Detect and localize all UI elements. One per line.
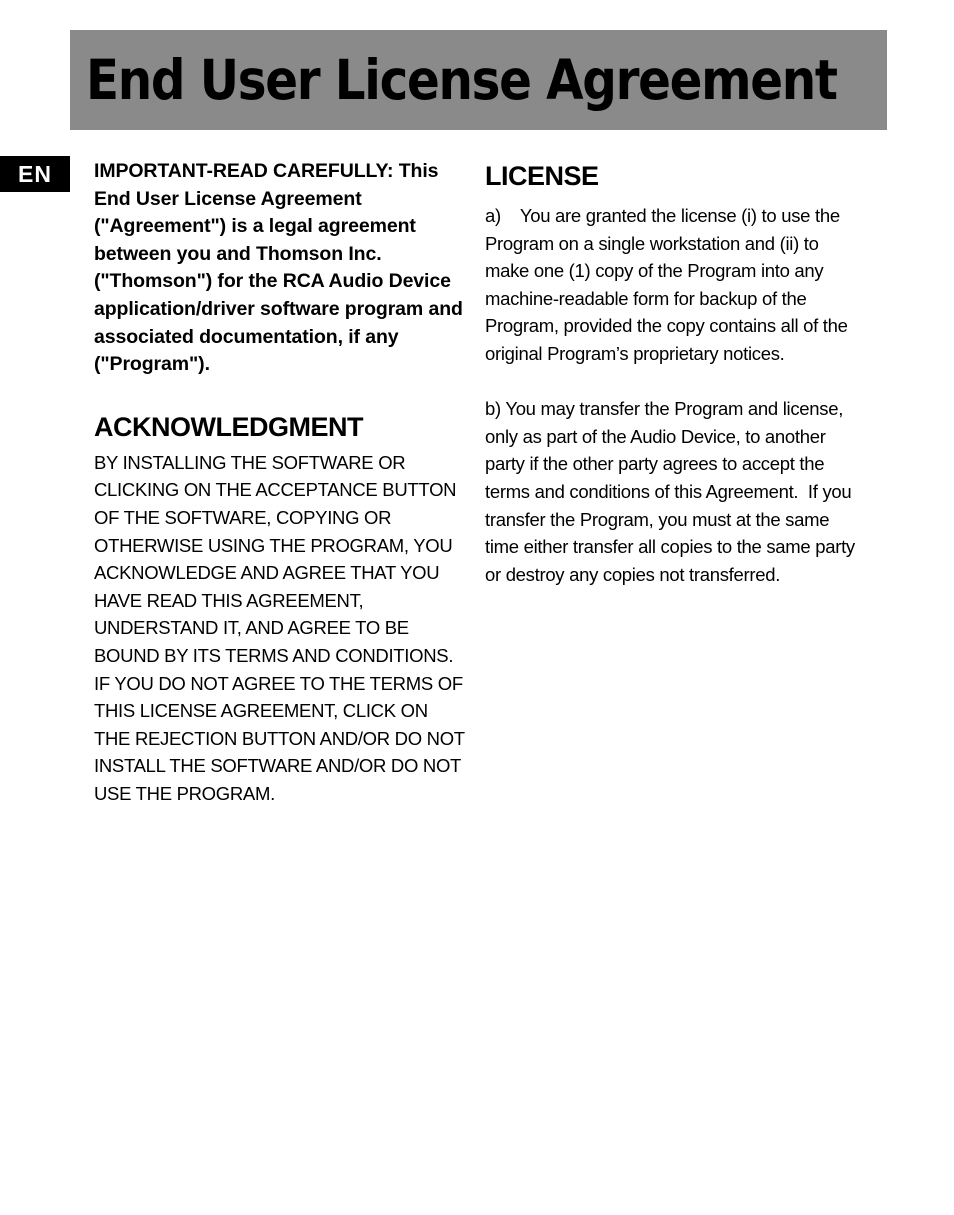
intro-paragraph: IMPORTANT-READ CAREFULLY: This End User License Agreement ("Agreement") is a legal agreement between you and Thomson Inc. ("Thomson") for the RCA Audio Device application/driver software program and associated documentation, if any ("Program"). [94, 160, 463, 376]
language-tab: EN [0, 156, 70, 192]
left-column [94, 158, 466, 807]
license-heading: LICENSE [485, 161, 599, 191]
license-paragraph-a: a) You are granted the license (i) to use the Program on a single workstation and (ii) to make one (1) copy of the Program into any machine-readable form for backup of the Program, provided the copy contains all of the original Program’s proprietary notices. [485, 205, 853, 364]
acknowledgment-body: BY INSTALLING THE SOFTWARE OR CLICKING ON THE ACCEPTANCE BUTTON OF THE SOFTWARE, COPYING OR OTHERWISE USING THE PROGRAM, YOU ACKNOWLEDGE AND AGREE THAT YOU HAVE READ THIS AGREEMENT, UNDERSTAND IT, AND AGREE TO BE BOUND BY ITS TERMS AND CONDITIONS. IF YOU DO NOT AGREE TO THE TERMS OF THIS LICENSE AGREEMENT, CLICK ON THE REJECTION BUTTON AND/OR DO NOT INSTALL THE SOFTWARE AND/OR DO NOT USE THE PROGRAM. [94, 451, 465, 804]
paragraph-spacer [485, 368, 857, 396]
page-title: End User License Agreement [86, 48, 837, 112]
acknowledgment-heading: ACKNOWLEDGMENT [94, 411, 363, 442]
license-paragraph-b: b) You may transfer the Program and license, only as part of the Audio Device, to another party if the other party agrees to accept the terms and conditions of this Agreement. If you transfer the Program, you must at the same time either transfer all copies to the same party or destroy any copies not transferred. [485, 398, 860, 585]
title-banner [70, 30, 887, 130]
right-column [485, 158, 860, 588]
